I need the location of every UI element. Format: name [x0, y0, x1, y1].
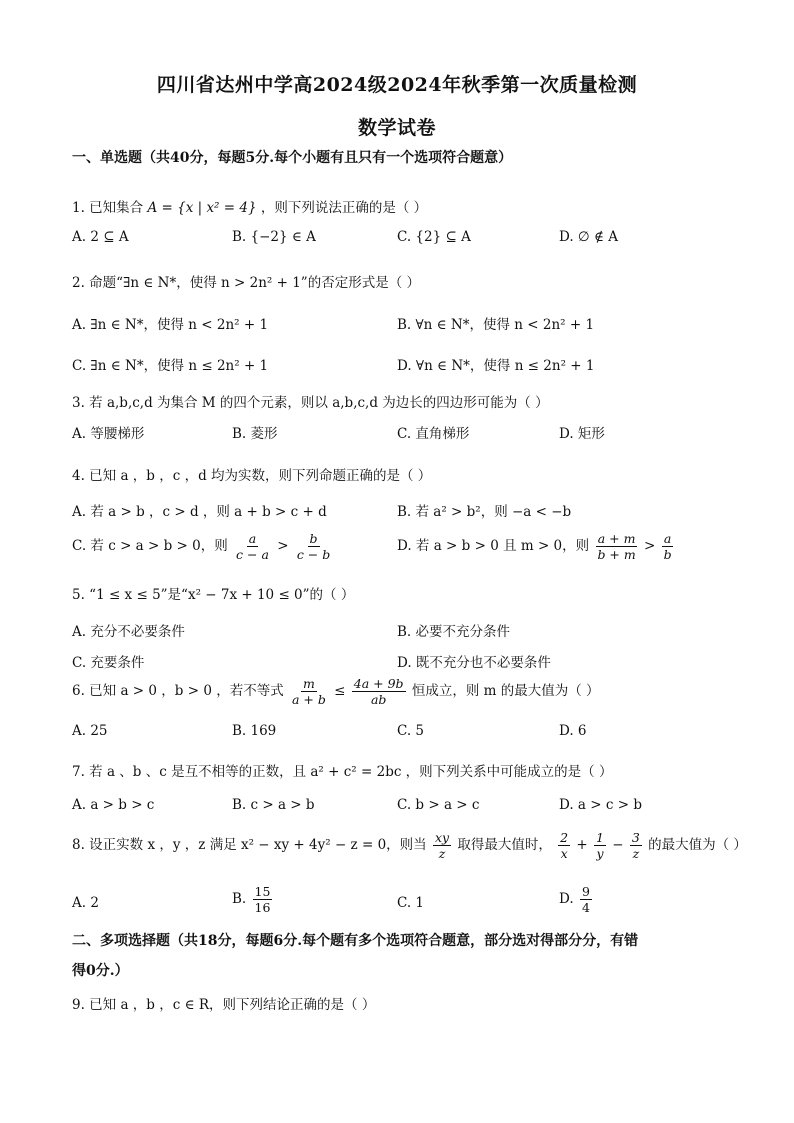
question-1-option-a[interactable]: A. 2 ⊆ A: [72, 229, 129, 245]
fraction-denominator: ab: [370, 692, 387, 707]
fraction-denominator: c − a: [236, 547, 269, 562]
question-2-option-b[interactable]: B. ∀n ∈ N*，使得 n < 2n² + 1: [397, 317, 595, 333]
fraction: [234, 531, 271, 562]
question-4-option-c-text: C. 若 c > a > b > 0，则: [72, 538, 228, 554]
question-5-option-c[interactable]: C. 充要条件: [72, 655, 145, 671]
question-5-option-a[interactable]: A. 充分不必要条件: [72, 624, 185, 640]
question-4-option-b[interactable]: B. 若 a² > b²，则 −a < −b: [397, 504, 572, 520]
question-6-suffix: 恒成立，则 m 的最大值为（ ）: [411, 683, 600, 699]
question-7-stem: 7. 若 a 、b 、c 是互不相等的正数，且 a² + c² = 2bc ，则下列关系中可能成立的是（ ）: [72, 764, 613, 780]
fraction-numerator: 4a + 9b: [353, 676, 404, 691]
question-6-option-a[interactable]: A. 25: [72, 723, 108, 739]
question-3-option-c[interactable]: C. 直角梯形: [397, 426, 470, 442]
section-single-choice-heading: 一、单选题（共40分，每题5分.每个小题有且只有一个选项符合题意）: [72, 150, 513, 166]
exam-title: 四川省达州中学高2024级2024年秋季第一次质量检测: [156, 74, 638, 96]
question-1-stem: [72, 196, 427, 216]
question-8-option-d[interactable]: [559, 884, 594, 915]
fraction-denominator: 4: [581, 900, 590, 915]
fraction-numerator: b: [309, 531, 318, 546]
fraction-numerator: 9: [581, 884, 590, 899]
question-1-option-d[interactable]: D. ∅ ∉ A: [559, 229, 619, 245]
minus-sign: −: [612, 837, 624, 853]
greater-than-sign: >: [277, 538, 289, 554]
fraction: [595, 531, 637, 562]
fraction-numerator: 3: [631, 830, 640, 845]
question-1-prefix: 1. 已知集合: [72, 200, 144, 216]
exam-subtitle: 数学试卷: [357, 117, 436, 139]
question-4-option-c[interactable]: [72, 531, 334, 562]
fraction: [253, 884, 273, 915]
question-6-stem: [72, 676, 600, 707]
question-8-option-c[interactable]: C. 1: [397, 895, 425, 911]
fraction-numerator: xy: [434, 830, 450, 845]
question-2-option-d[interactable]: D. ∀n ∈ N*，使得 n ≤ 2n² + 1: [397, 358, 595, 374]
fraction: [295, 531, 332, 562]
question-2-stem: 2. 命题“∃n ∈ N*，使得 n > 2n² + 1”的否定形式是（ ）: [72, 275, 420, 291]
fraction-numerator: a: [663, 531, 672, 546]
fraction-numerator: a + m: [597, 531, 636, 546]
fraction-denominator: c − b: [296, 547, 331, 562]
question-5-option-d[interactable]: D. 既不充分也不必要条件: [397, 655, 551, 671]
question-7-option-c[interactable]: C. b > a > c: [397, 797, 480, 813]
question-2-option-c[interactable]: C. ∃n ∈ N*，使得 n ≤ 2n² + 1: [72, 358, 269, 374]
question-9-stem: 9. 已知 a ，b ，c ∈ R，则下列结论正确的是（ ）: [72, 997, 376, 1013]
question-6-option-d[interactable]: D. 6: [559, 723, 587, 739]
question-6-option-b[interactable]: B. 169: [232, 723, 277, 739]
question-8-option-b[interactable]: [232, 884, 274, 915]
question-8-stem: [72, 830, 747, 861]
fraction-denominator: y: [596, 846, 604, 861]
fraction: [630, 830, 642, 861]
fraction: [580, 884, 592, 915]
fraction-denominator: z: [632, 846, 640, 861]
fraction: [290, 676, 328, 707]
fraction: [594, 830, 606, 861]
fraction: [352, 676, 406, 707]
question-3-option-b[interactable]: B. 菱形: [232, 426, 278, 442]
plus-sign: +: [576, 837, 588, 853]
fraction: [662, 531, 674, 562]
question-4-option-d[interactable]: [397, 531, 676, 562]
question-1-set: A = {x | x² = 4}: [147, 200, 257, 216]
question-4-option-a[interactable]: A. 若 a > b ，c > d ，则 a + b > c + d: [72, 504, 327, 520]
question-3-option-d[interactable]: D. 矩形: [559, 426, 605, 442]
fraction-denominator: x: [560, 846, 568, 861]
fraction-denominator: z: [438, 846, 446, 861]
question-4-stem: 4. 已知 a ，b ，c ，d 均为实数，则下列命题正确的是（ ）: [72, 468, 432, 484]
question-4-option-d-text: D. 若 a > b > 0 且 m > 0，则: [397, 538, 590, 554]
fraction-denominator: 16: [254, 900, 271, 915]
question-8-option-b-label: B.: [232, 891, 247, 907]
fraction-denominator: a + b: [292, 692, 326, 707]
fraction-denominator: b + m: [597, 547, 636, 562]
fraction-numerator: m: [303, 676, 315, 691]
section-multiple-choice-heading-cont: 得0分.）: [72, 963, 129, 979]
less-or-equal-sign: ≤: [334, 683, 346, 699]
question-7-option-a[interactable]: A. a > b > c: [72, 797, 155, 813]
question-8-option-a[interactable]: A. 2: [72, 895, 99, 911]
question-6-prefix: 6. 已知 a > 0 ，b > 0 ，若不等式: [72, 683, 284, 699]
fraction-numerator: 1: [596, 830, 604, 845]
section-multiple-choice-heading: 二、多项选择题（共18分，每题6分.每个题有多个选项符合题意，部分选对得部分分，有错: [72, 933, 639, 949]
greater-than-sign: >: [644, 538, 656, 554]
question-8-middle: 取得最大值时，: [457, 837, 552, 853]
question-3-stem: 3. 若 a,b,c,d 为集合 M 的四个元素，则以 a,b,c,d 为边长的四边形可能为（ ）: [72, 395, 549, 411]
question-3-option-a[interactable]: A. 等腰梯形: [72, 426, 145, 442]
question-1-suffix: ，则下列说法正确的是（ ）: [260, 200, 428, 216]
question-1-option-c[interactable]: C. {2} ⊆ A: [397, 229, 471, 245]
fraction-numerator: 2: [560, 830, 569, 845]
question-5-option-b[interactable]: B. 必要不充分条件: [397, 624, 511, 640]
question-7-option-d[interactable]: D. a > c > b: [559, 797, 642, 813]
question-8-prefix: 8. 设正实数 x ，y ，z 满足 x² − xy + 4y² − z = 0，则当: [72, 837, 427, 853]
question-7-option-b[interactable]: B. c > a > b: [232, 797, 315, 813]
question-5-stem: 5. “1 ≤ x ≤ 5”是“x² − 7x + 10 ≤ 0”的（ ）: [72, 587, 355, 603]
fraction: [433, 830, 451, 861]
question-1-option-b[interactable]: B. {−2} ∈ A: [232, 229, 316, 245]
question-2-option-a[interactable]: A. ∃n ∈ N*，使得 n < 2n² + 1: [72, 317, 269, 333]
fraction: [558, 830, 570, 861]
question-8-suffix: 的最大值为（ ）: [648, 837, 747, 853]
fraction-denominator: b: [663, 547, 672, 562]
fraction-numerator: a: [248, 531, 257, 546]
question-8-option-d-label: D.: [559, 891, 574, 907]
fraction-numerator: 15: [254, 884, 271, 899]
question-6-option-c[interactable]: C. 5: [397, 723, 425, 739]
